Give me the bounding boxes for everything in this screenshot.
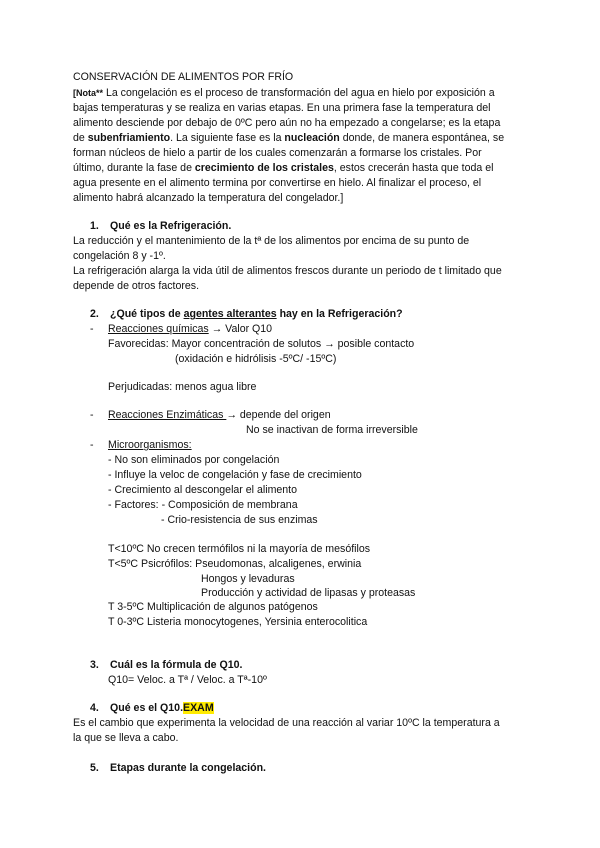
favorecidas-line: Favorecidas: Mayor concentración de solutos → posible contacto [108, 338, 415, 350]
note-line-4: de subenfriamiento. La siguiente fase es la nucleación donde, de manera espontánea, se [73, 132, 505, 144]
micro-item-4: - Factores: - Composición de membrana [108, 499, 298, 511]
bullet-dash-2: - [90, 409, 94, 421]
enzimaticas-detail: No se inactivan de forma irreversible [246, 424, 418, 436]
note-line-2: bajas temperaturas y se realiza en varias etapas. En una primera fase la temperatura del [73, 102, 491, 114]
note-line-3: alimento desciende por debajo de 0ºC pero aún no ha empezado a congelarse; es la etapa [73, 117, 501, 129]
section-4-heading: 4. Qué es el Q10.EXAM [90, 702, 214, 714]
term-crecimiento-cristales: crecimiento de los cristales [194, 162, 334, 174]
perjudicadas-line: Perjudicadas: menos agua libre [108, 381, 257, 393]
temp-row-3: T 3-5ºC Multiplicación de algunos patógenos [108, 601, 318, 613]
temp-row-2: T<5ºC Psicrófilos: Pseudomonas, alcaligenes, erwinia [108, 558, 362, 570]
section-2-heading: 2. ¿Qué tipos de agentes alterantes hay en la Refrigeración? [90, 308, 403, 320]
micro-item-2: - Influye la veloc de congelación y fase de crecimiento [108, 469, 362, 481]
bullet-dash-1: - [90, 323, 94, 335]
note-line-5: forman núcleos de hielo a partir de los cuales comenzarán a formarse los cristales. Por [73, 147, 482, 159]
section-3-heading: 3. Cuál es la fórmula de Q10. [90, 659, 243, 671]
note-line-8: alimento habrá alcanzado la temperatura del congelador.] [73, 192, 344, 204]
term-subenfriamiento: subenfriamiento [87, 132, 171, 144]
section-1-line-3: La refrigeración alarga la vida útil de alimentos frescos durante un periodo de t limitado que [73, 265, 502, 277]
micro-item-1: - No son eliminados por congelación [108, 454, 280, 466]
section-1-line-4: depende de otros factores. [73, 280, 200, 292]
favorecidas-detail: (oxidación e hidrólisis -5ºC/ -15ºC) [175, 353, 337, 365]
reacciones-enzimaticas-line: Reacciones Enzimáticas → depende del origen [108, 409, 331, 421]
temp-row-4: T 0-3ºC Listeria monocytogenes, Yersinia enterocolitica [108, 616, 368, 628]
micro-item-5: - Crio-resistencia de sus enzimas [161, 514, 318, 526]
note-line-1: [Nota** La congelación es el proceso de transformación del agua en hielo por exposición a [73, 87, 495, 99]
section-1-line-1: La reducción y el mantenimiento de la tª de los alimentos por encima de su punto de [73, 235, 470, 247]
document-title: CONSERVACIÓN DE ALIMENTOS POR FRÍO [73, 71, 294, 83]
temp-row-2c: Producción y actividad de lipasas y proteasas [201, 587, 416, 599]
temp-row-1: T<10ºC No crecen termófilos ni la mayoría de mesófilos [108, 543, 371, 555]
note-tag: [Nota** [73, 88, 104, 98]
temp-row-2b: Hongos y levaduras [201, 573, 295, 585]
reacciones-quimicas-line: Reacciones químicas → Valor Q10 [108, 323, 273, 335]
section-4-line-2: la que se lleva a cabo. [73, 732, 179, 744]
note-line-7: agua presente en el alimento termina por convertirse en hielo. Al finalizar el proceso, el [73, 177, 482, 189]
section-4-line-1: Es el cambio que experimenta la velocidad de una reacción al variar 10ºC la temperatura a [73, 717, 500, 729]
term-nucleacion: nucleación [284, 132, 340, 144]
section-5-heading: 5. Etapas durante la congelación. [90, 762, 267, 774]
micro-item-3: - Crecimiento al descongelar el alimento [108, 484, 298, 496]
section-1-line-2: congelación 8 y -1º. [73, 250, 166, 262]
q10-formula: Q10= Veloc. a Tª / Veloc. a Tª-10º [108, 674, 267, 686]
section-1-heading: 1. Qué es la Refrigeración. [90, 220, 232, 232]
bullet-dash-3: - [90, 439, 94, 451]
agentes-alterantes-link-text: agentes alterantes [183, 308, 277, 320]
exam-highlight: EXAM [183, 702, 214, 714]
microorganismos-heading: Microorganismos: [108, 439, 192, 451]
note-line-6: último, durante la fase de crecimiento de los cristales, estos crecerán hasta que toda el [73, 162, 494, 174]
